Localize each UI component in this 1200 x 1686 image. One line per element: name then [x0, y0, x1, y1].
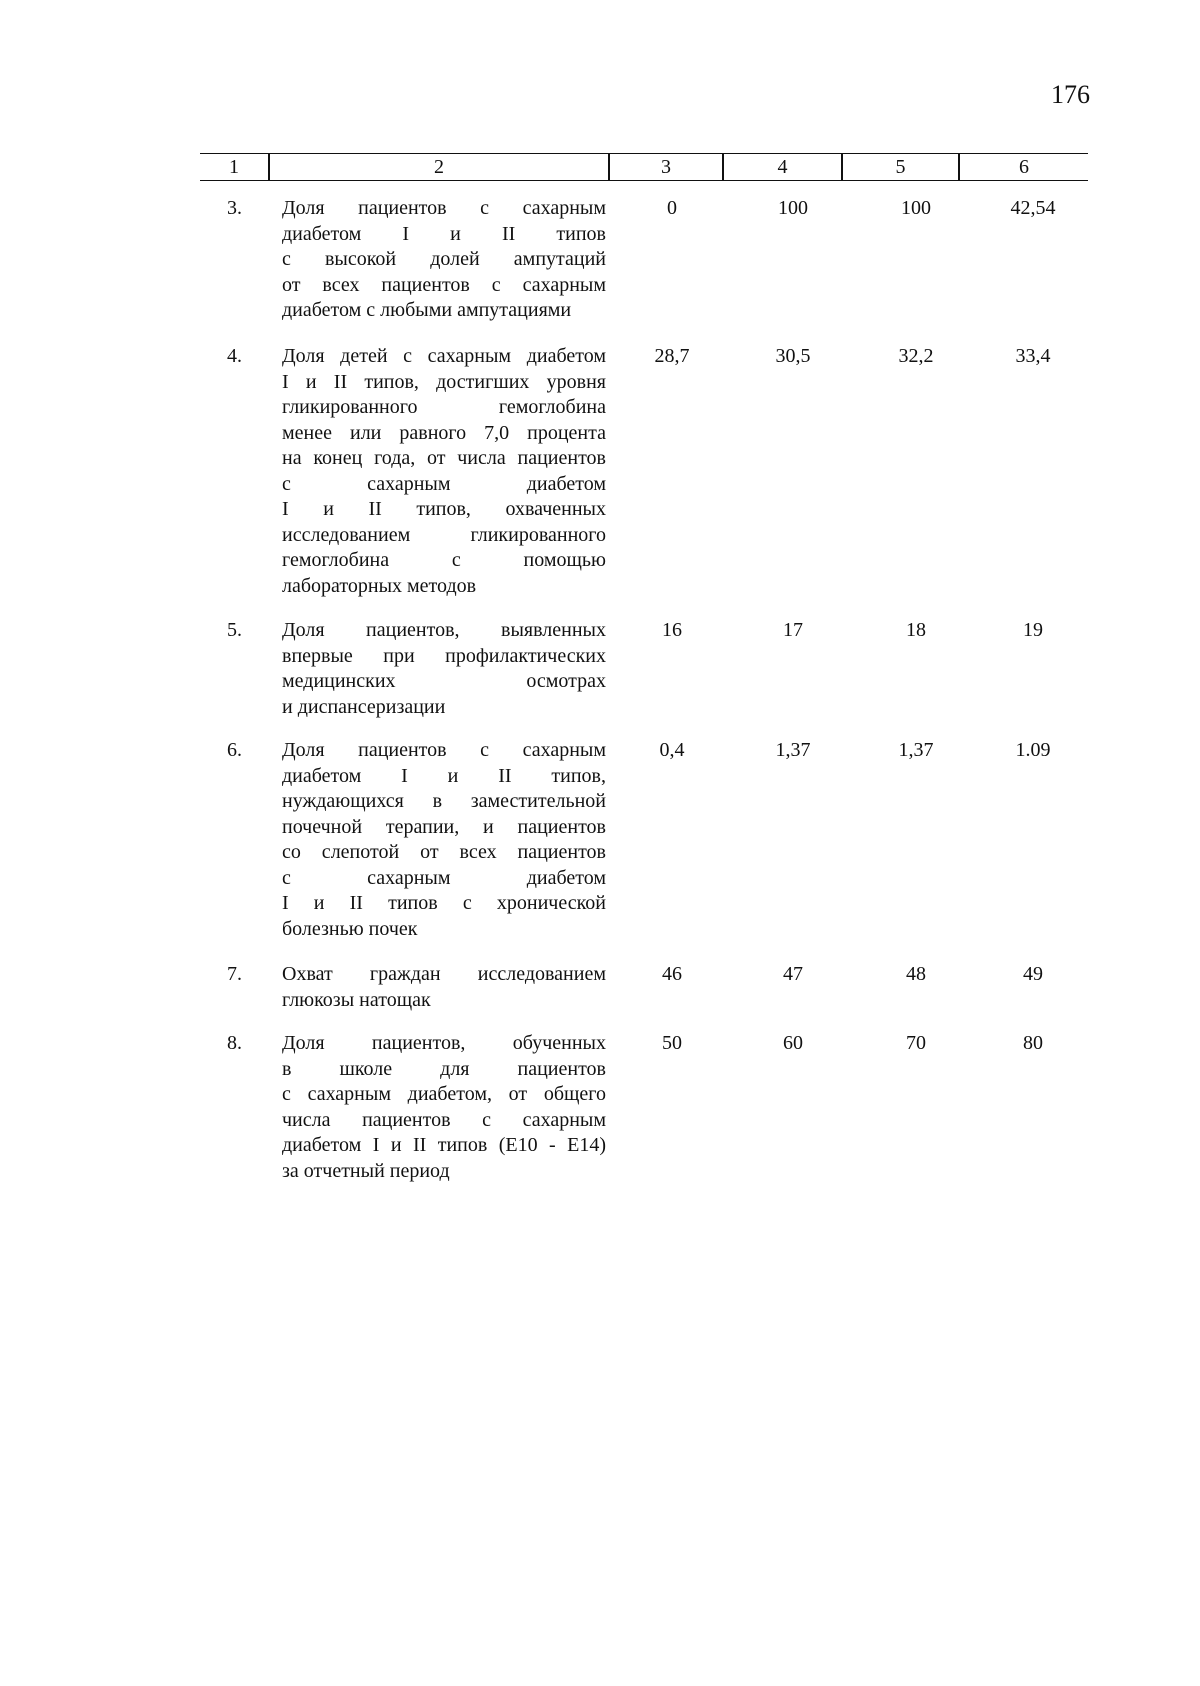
page-number: 176 [1051, 80, 1090, 109]
description-line: диабетом I и II типов (E10 - E14) [282, 1134, 606, 1156]
row-description [282, 344, 606, 599]
column-header: 4 [777, 156, 788, 178]
description-line: со слепотой от всех пациентов [282, 841, 606, 863]
row-number: 4. [227, 345, 242, 367]
description-line: Доля пациентов с сахарным [282, 739, 606, 761]
row-number: 7. [227, 963, 242, 985]
value-cell: 1,37 [898, 739, 934, 761]
value-cell: 46 [662, 963, 682, 985]
value-cell: 1,37 [775, 739, 811, 761]
row-description [282, 618, 606, 720]
value-cell: 33,4 [1015, 345, 1051, 367]
description-line: диабетом I и II типов [282, 222, 606, 245]
value-cell: 17 [783, 619, 803, 641]
description-line: в школе для пациентов [282, 1057, 606, 1080]
description-line: болезнью почек [282, 917, 418, 940]
description-line: впервые при профилактических [282, 644, 606, 667]
value-cell: 19 [1023, 619, 1043, 641]
description-line: числа пациентов с сахарным [282, 1108, 606, 1131]
value-cell: 0 [667, 197, 677, 219]
row-description [282, 196, 606, 324]
value-cell: 42,54 [1010, 197, 1056, 219]
description-line: I и II типов, охваченных [282, 498, 606, 520]
column-header: 3 [661, 156, 671, 178]
description-line: менее или равного 7,0 процента [282, 421, 606, 444]
value-cell: 47 [783, 963, 803, 985]
description-line: I и II типов с хронической [282, 892, 606, 914]
description-line: медицинских осмотрах [282, 670, 606, 692]
description-line: лабораторных методов [282, 574, 477, 597]
description-line: диабетом I и II типов, [282, 764, 606, 787]
value-cell: 60 [783, 1032, 803, 1054]
description-line: гемоглобина с помощью [282, 549, 606, 571]
value-cell: 30,5 [775, 345, 811, 367]
value-cell: 16 [662, 619, 682, 641]
description-line: Доля пациентов, обученных [282, 1032, 606, 1054]
description-line: от всех пациентов с сахарным [282, 273, 606, 296]
row-number: 8. [227, 1032, 242, 1054]
value-cell: 70 [906, 1032, 926, 1054]
column-header: 5 [895, 156, 906, 178]
column-header: 6 [1019, 156, 1029, 178]
value-cell: 100 [901, 197, 931, 219]
value-cell: 0,4 [659, 739, 685, 761]
value-cell: 32,2 [898, 345, 934, 367]
description-line: гликированного гемоглобина [282, 396, 606, 418]
row-description [282, 962, 606, 1013]
value-cell: 100 [778, 197, 808, 219]
description-line: Охват граждан исследованием [282, 963, 606, 985]
row-description [282, 738, 606, 942]
column-header: 2 [434, 156, 444, 178]
description-line: с сахарным диабетом [282, 472, 606, 495]
description-line: Доля пациентов с сахарным [282, 197, 606, 219]
description-line: исследованием гликированного [282, 523, 606, 546]
description-line: почечной терапии, и пациентов [282, 815, 606, 838]
description-line: на конец года, от числа пациентов [282, 447, 606, 469]
value-cell: 1.09 [1015, 739, 1051, 761]
description-line: с высокой долей ампутаций [282, 248, 606, 270]
value-cell: 18 [906, 619, 926, 641]
column-header: 1 [229, 156, 239, 178]
value-cell: 28,7 [654, 345, 690, 367]
description-line: глюкозы натощак [282, 988, 431, 1011]
row-number: 5. [227, 619, 242, 641]
description-line: нуждающихся в заместительной [282, 790, 606, 812]
value-cell: 80 [1023, 1032, 1043, 1054]
description-line: за отчетный период [282, 1159, 450, 1182]
row-description [282, 1031, 606, 1184]
description-line: Доля детей с сахарным диабетом [282, 345, 606, 367]
description-line: с сахарным диабетом, от общего [282, 1083, 606, 1105]
description-line: I и II типов, достигших уровня [282, 370, 606, 393]
description-line: Доля пациентов, выявленных [282, 619, 606, 641]
description-line: и диспансеризации [282, 695, 446, 718]
value-cell: 49 [1023, 963, 1043, 985]
row-number: 3. [227, 197, 242, 219]
description-line: диабетом с любыми ампутациями [282, 299, 572, 321]
row-number: 6. [227, 739, 242, 761]
value-cell: 48 [906, 963, 926, 985]
table-header [200, 153, 1088, 181]
description-line: с сахарным диабетом [282, 866, 606, 889]
value-cell: 50 [662, 1032, 682, 1054]
